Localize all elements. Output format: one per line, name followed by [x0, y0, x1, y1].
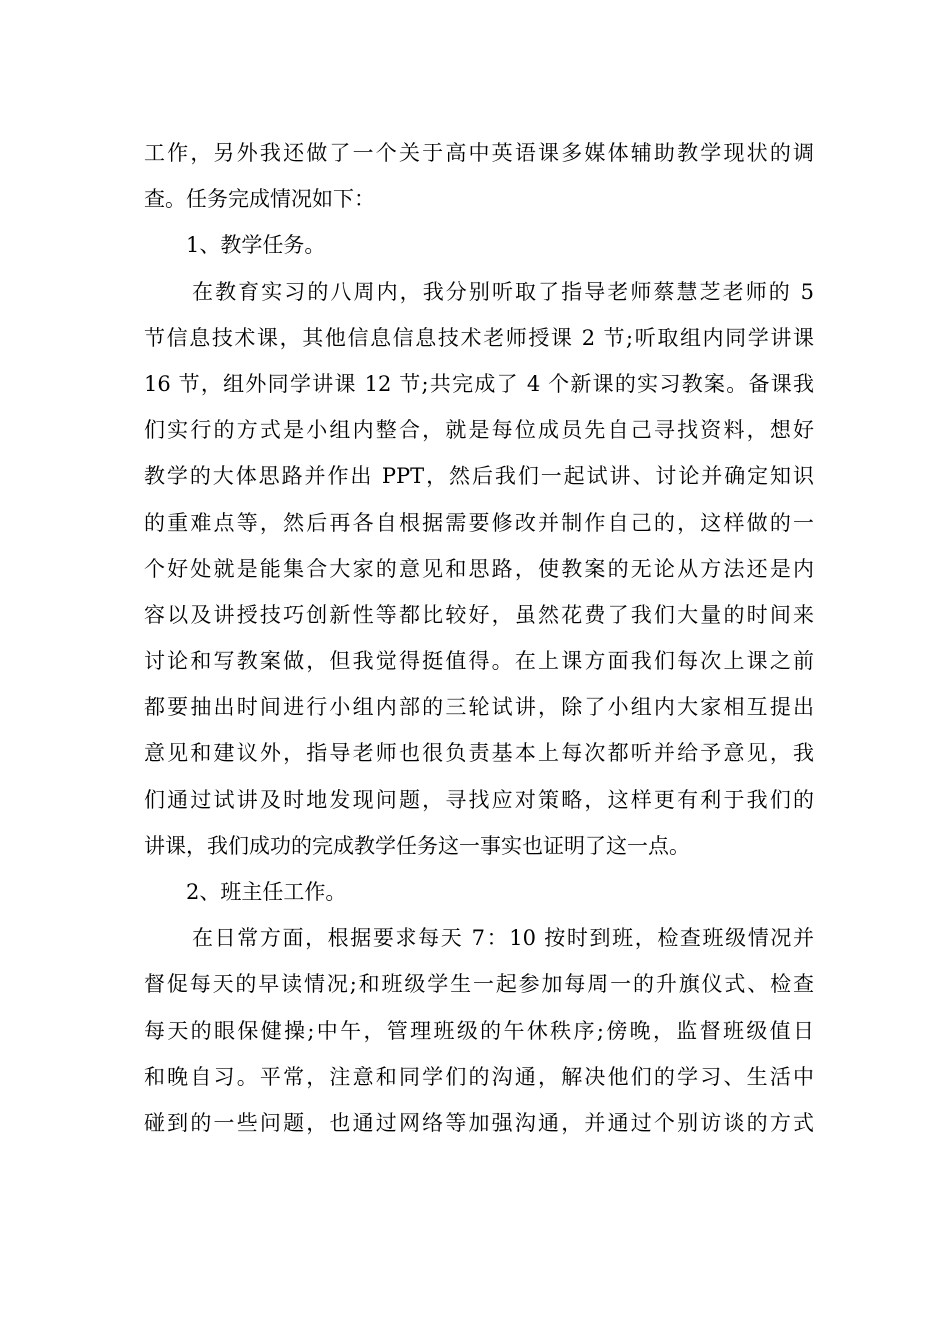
section-heading: 1、教学任务。 — [186, 233, 326, 258]
text-line: 都要抽出时间进行小组内部的三轮试讲，除了小组内大家相互提出 — [144, 695, 814, 720]
text-line: 意见和建议外，指导老师也很负责基本上每次都听并给予意见，我 — [144, 741, 814, 766]
text-line: 们通过试讲及时地发现问题，寻找应对策略，这样更有利于我们的 — [144, 787, 814, 812]
text-line: 们实行的方式是小组内整合，就是每位成员先自己寻找资料，想好 — [144, 418, 814, 443]
text-line: 碰到的一些问题，也通过网络等加强沟通，并通过个别访谈的方式 — [144, 1110, 814, 1135]
text-line: 节信息技术课，其他信息信息技术老师授课 2 节;听取组内同学讲课 — [144, 325, 814, 350]
text-line: 和晚自习。平常，注意和同学们的沟通，解决他们的学习、生活中 — [144, 1064, 814, 1089]
text-line: 讨论和写教案做，但我觉得挺值得。在上课方面我们每次上课之前 — [144, 649, 814, 674]
text-line: 16 节，组外同学讲课 12 节;共完成了 4 个新课的实习教案。备课我 — [144, 371, 814, 396]
text-line: 每天的眼保健操;中午，管理班级的午休秩序;傍晚，监督班级值日 — [144, 1018, 814, 1043]
text-line: 查。任务完成情况如下： — [144, 187, 375, 212]
text-line: 容以及讲授技巧创新性等都比较好，虽然花费了我们大量的时间来 — [144, 602, 814, 627]
section-heading: 2、班主任工作。 — [186, 880, 347, 904]
text-line: 工作，另外我还做了一个关于高中英语课多媒体辅助教学现状的调 — [144, 141, 814, 165]
text-line: 教学的大体思路并作出 PPT，然后我们一起试讲、讨论并确定知识 — [144, 464, 814, 489]
text-line: 个好处就是能集合大家的意见和思路，使教案的无论从方法还是内 — [144, 556, 814, 581]
document-body — [144, 130, 814, 1146]
text-line: 的重难点等，然后再各自根据需要修改并制作自己的，这样做的一 — [144, 510, 814, 535]
text-line: 督促每天的早读情况;和班级学生一起参加每周一的升旗仪式、检查 — [144, 972, 814, 997]
text-line: 讲课，我们成功的完成教学任务这一事实也证明了这一点。 — [144, 833, 690, 858]
text-line: 在日常方面，根据要求每天 7：10 按时到班，检查班级情况并 — [192, 926, 814, 951]
text-line: 在教育实习的八周内，我分别听取了指导老师蔡慧芝老师的 5 — [192, 279, 814, 304]
